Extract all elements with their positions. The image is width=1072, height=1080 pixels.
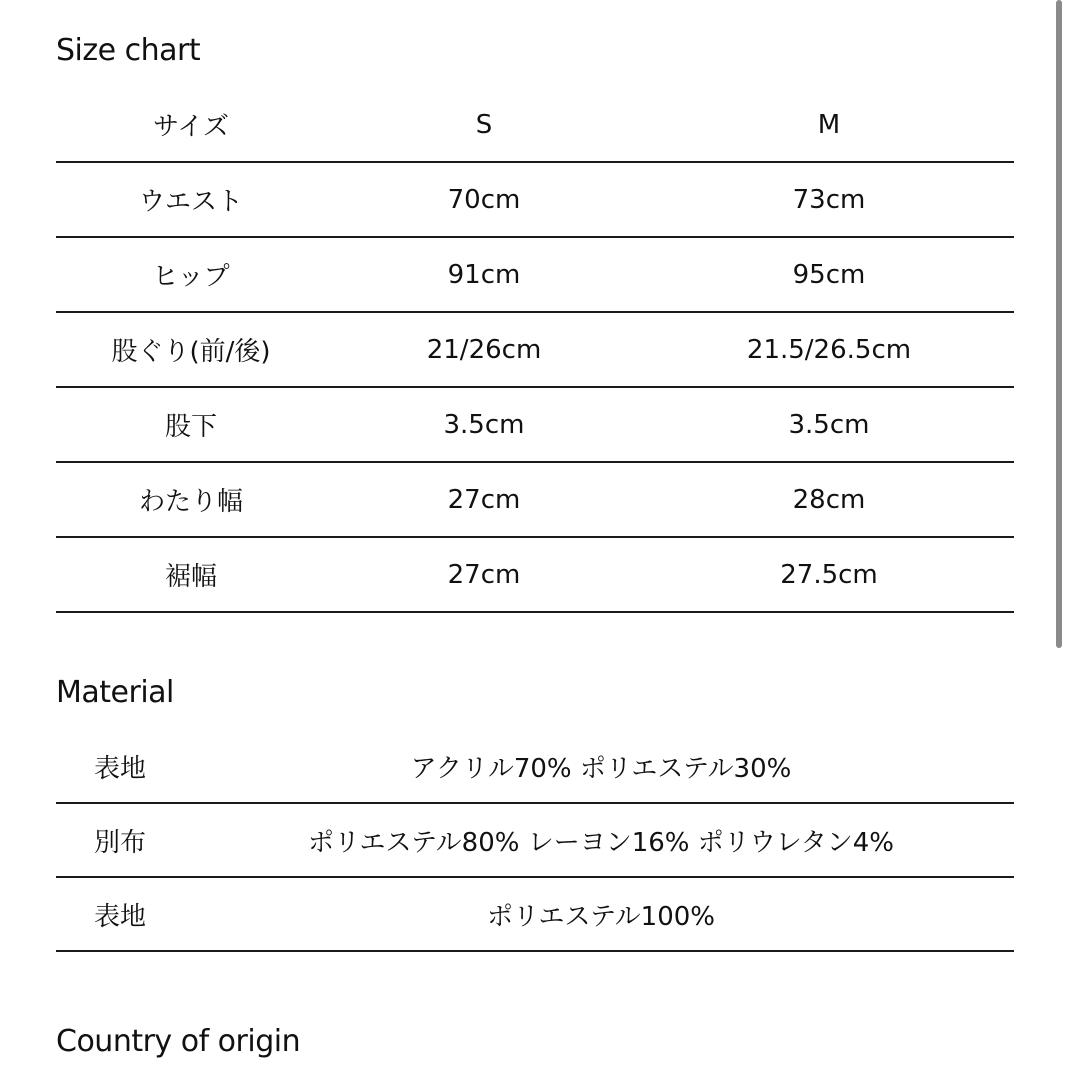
material-value: ポリエステル80% レーヨン16% ポリウレタン4% bbox=[308, 827, 894, 858]
row-value-s: 27cm bbox=[447, 484, 521, 515]
table-row bbox=[56, 236, 1014, 311]
row-label: 股下 bbox=[164, 412, 217, 442]
row-value-m: 95cm bbox=[792, 259, 866, 290]
row-label: わたり幅 bbox=[138, 487, 243, 517]
table-row bbox=[56, 461, 1014, 536]
material-value: アクリル70% ポリエステル30% bbox=[410, 753, 792, 784]
row-value-m: 73cm bbox=[792, 184, 866, 215]
header-size-label: サイズ bbox=[153, 112, 229, 142]
row-value-m: 21.5/26.5cm bbox=[746, 334, 912, 365]
row-value-s: 70cm bbox=[447, 184, 521, 215]
row-value-m: 3.5cm bbox=[788, 409, 870, 440]
scrollbar-thumb[interactable] bbox=[1056, 0, 1062, 648]
list-item bbox=[56, 878, 1014, 952]
list-item bbox=[56, 804, 1014, 878]
table-row bbox=[56, 536, 1014, 613]
material-label: 表地 bbox=[94, 753, 147, 784]
list-item bbox=[56, 730, 1014, 804]
size-chart-title: Size chart bbox=[56, 33, 201, 68]
table-row bbox=[56, 311, 1014, 386]
row-label: 裾幅 bbox=[164, 562, 217, 592]
material-label: 表地 bbox=[94, 901, 147, 932]
scrollbar[interactable] bbox=[1052, 0, 1072, 1080]
material-value: ポリエステル100% bbox=[487, 901, 715, 932]
row-label: 股ぐり(前/後) bbox=[111, 337, 271, 367]
header-size-s: S bbox=[475, 109, 493, 140]
country-of-origin-title: Country of origin bbox=[56, 1024, 301, 1059]
header-size-m: M bbox=[817, 109, 841, 140]
material-title: Material bbox=[56, 675, 174, 710]
row-value-s: 27cm bbox=[447, 559, 521, 590]
size-chart-table bbox=[56, 88, 1014, 613]
row-value-s: 21/26cm bbox=[426, 334, 542, 365]
row-label: ウエスト bbox=[138, 187, 243, 217]
row-value-s: 91cm bbox=[447, 259, 521, 290]
row-value-s: 3.5cm bbox=[443, 409, 525, 440]
row-label: ヒップ bbox=[152, 262, 230, 292]
row-value-m: 27.5cm bbox=[780, 559, 878, 590]
table-row bbox=[56, 161, 1014, 236]
row-value-m: 28cm bbox=[792, 484, 866, 515]
size-chart-header-row bbox=[56, 88, 1014, 161]
material-table bbox=[56, 730, 1014, 952]
table-row bbox=[56, 386, 1014, 461]
material-label: 別布 bbox=[94, 827, 147, 858]
